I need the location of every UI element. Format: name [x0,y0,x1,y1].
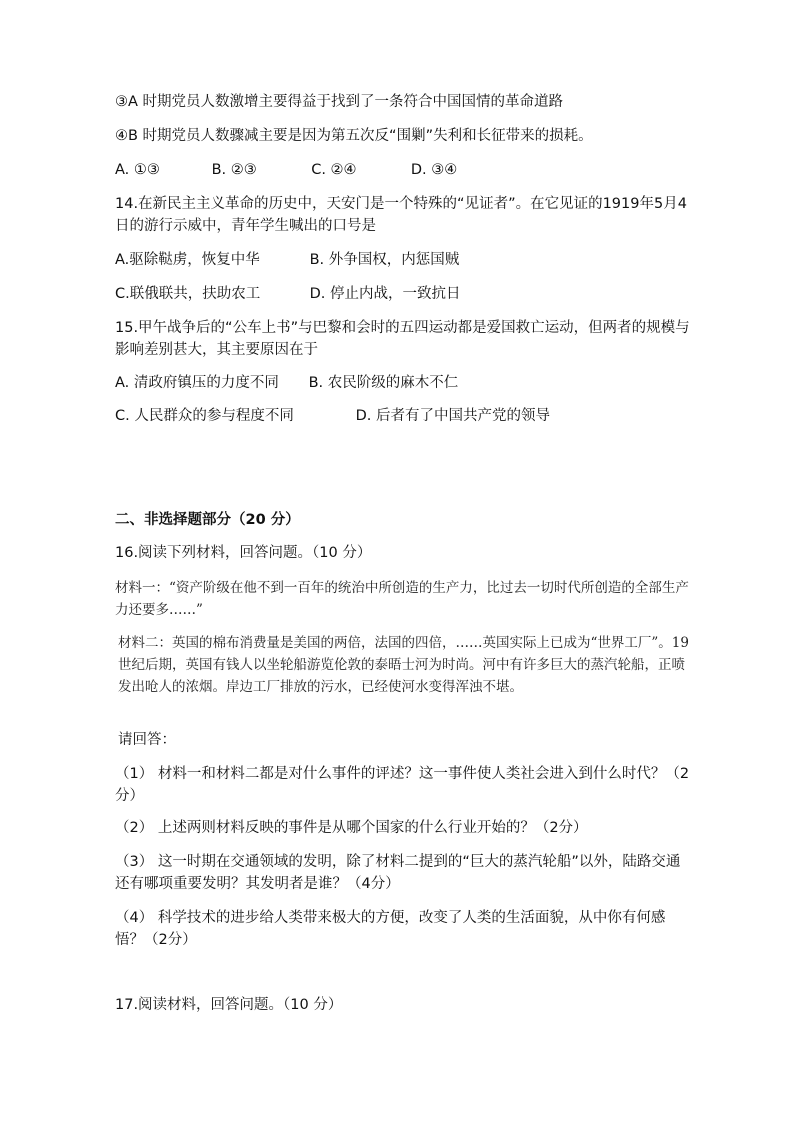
q14-option-c: C.联俄联共，扶助农工 [115,286,261,302]
q13-option-c: C. ②④ [311,162,357,178]
q16-prompt: 请回答： [118,732,176,748]
q15-options-row1 [115,373,458,393]
q16-stem: 16.阅读下列材料，回答问题。（10 分） [115,545,372,561]
q14-options-row1 [115,250,459,270]
q14-stem: 14.在新民主主义革命的历史中，天安门是一个特殊的“见证者”。在它见证的1919年5月4日的游行示威中，青年学生喊出的口号是 [115,196,687,234]
q16-sub-question-4: （4） 科学技术的进步给人类带来极大的方便，改变了人类的生活面貌，从中你有何感悟？（2分） [115,910,666,948]
q16-sub-question-2: （2） 上述两则材料反映的事件是从哪个国家的什么行业开始的？（2分） [115,820,588,836]
q14-option-a: A.驱除鞑虏，恢复中华 [115,252,260,268]
q14-option-d: D. 停止内战，一致抗日 [309,286,461,302]
q15-option-d: D. 后者有了中国共产党的领导 [355,408,550,424]
q14-options-row2 [115,284,461,304]
q16-material-2: 材料二：英国的棉布消费量是美国的两倍，法国的四倍，……英国实际上已成为“世界工厂”。19 世纪后期，英国有钱人以坐轮船游览伦敦的泰晤士河为时尚。河中有许多巨大的蒸汽轮船，正喷发出呛人的浓烟。岸边工厂排放的污水，已经使河水变得浑浊不堪。 [118,635,689,695]
q14-option-b: B. 外争国权，内惩国贼 [309,252,460,268]
q16-material-1: 材料一：“资产阶级在他不到一百年的统治中所创造的生产力，比过去一切时代所创造的全部生产力还要多……” [115,580,689,618]
section-2-title: 二、非选择题部分（20 分） [115,512,300,528]
statement-4: ④B 时期党员人数骤减主要是因为第五次反“围剿”失利和长征带来的损耗。 [115,128,593,144]
q15-option-c: C. 人民群众的参与程度不同 [115,408,294,424]
q13-option-b: B. ②③ [211,162,257,178]
statement-3: ③A 时期党员人数激增主要得益于找到了一条符合中国国情的革命道路 [115,94,564,110]
q15-option-a: A. 清政府镇压的力度不同 [115,375,279,391]
q13-options [115,160,457,180]
q15-stem: 15.甲午战争后的“公车上书”与巴黎和会时的五四运动都是爱国救亡运动，但两者的规模与影响差别甚大，其主要原因在于 [115,320,690,358]
q15-option-b: B. 农民阶级的麻木不仁 [308,375,459,391]
q15-options-row2 [115,406,550,426]
q16-sub-question-1: （1） 材料一和材料二都是对什么事件的评述？这一事件使人类社会进入到什么时代？（2分） [115,766,690,804]
q16-sub-question-3: （3） 这一时期在交通领域的发明，除了材料二提到的“巨大的蒸汽轮船”以外，陆路交通还有哪项重要发明？其发明者是谁？（4分） [115,854,681,892]
q17-stem: 17.阅读材料，回答问题。（10 分） [115,997,343,1013]
q13-option-a: A. ①③ [115,162,160,178]
q13-option-d: D. ③④ [410,162,458,178]
